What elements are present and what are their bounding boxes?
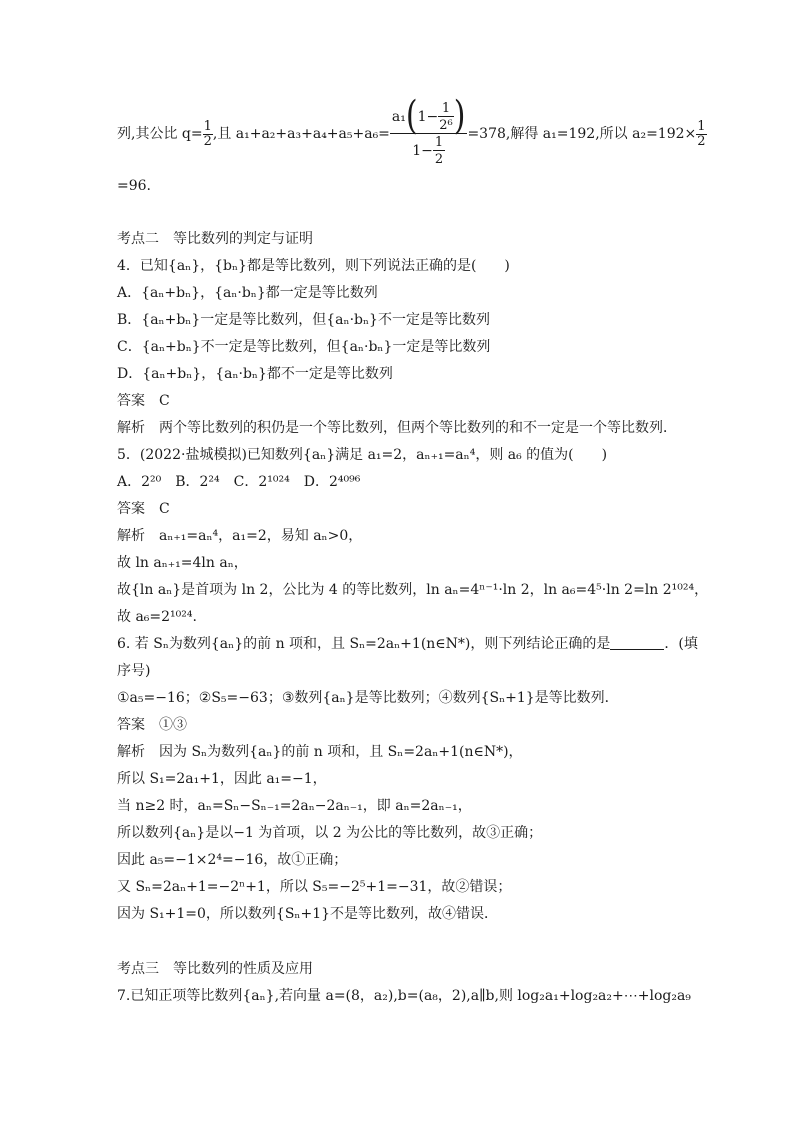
end-fraction: $\frac{1}{2}$ (697, 118, 706, 149)
q6-analysis-6: 又 Sₙ=2aₙ+1=−2ⁿ+1，所以 S₅=−2⁵+1=−31，故②错误； (117, 879, 512, 895)
q6-analysis-2: 所以 S₁=2a₁+1，因此 a₁=−1， (117, 771, 327, 787)
right-paren: ) (453, 93, 466, 140)
q5-analysis-1: 解析 aₙ₊₁=aₙ⁴，a₁=2，易知 aₙ>0， (117, 528, 363, 544)
formula-text-mid: ,且 a₁+a₂+a₃+a₄+a₅+a₆= (212, 126, 390, 142)
q5-stem: 5．(2022·盐城模拟)已知数列{aₙ}满足 a₁=2，aₙ₊₁=aₙ⁴，则 a₆ 的值为( ) (117, 447, 608, 463)
q6-stem-end: ．(填 (664, 636, 698, 652)
q6-stem-line1 (117, 634, 698, 654)
formula-text-before: 列,其公比 q= (117, 126, 203, 142)
q6-analysis-5: 因此 a₅=−1×2⁴=−16，故①正确； (117, 852, 348, 868)
q5-analysis-4: 故 a₆=2¹⁰²⁴. (117, 609, 197, 625)
q4-stem: 4．已知{aₙ}，{bₙ}都是等比数列，则下列说法正确的是( ) (117, 258, 510, 274)
q6-analysis-1: 解析 因为 Sₙ为数列{aₙ}的前 n 项和，且 Sₙ=2aₙ+1(n∈N*)， (117, 744, 523, 760)
q5-answer: 答案 C (117, 501, 170, 517)
q5-options: A．2²⁰ B．2²⁴ C．2¹⁰²⁴ D．2⁴⁰⁹⁶ (117, 474, 361, 490)
q4-option-c: C．{aₙ+bₙ}不一定是等比数列，但{aₙ·bₙ}一定是等比数列 (117, 339, 491, 355)
q6-answer: 答案 ①③ (117, 717, 187, 733)
formula-result: =96. (117, 178, 151, 194)
q5-analysis-2: 故 ln aₙ₊₁=4ln aₙ， (117, 555, 248, 571)
sum-fraction (390, 93, 468, 167)
q4-option-d: D．{aₙ+bₙ}，{aₙ·bₙ}都不一定是等比数列 (117, 366, 393, 382)
q6-choices: ①a₅=−16；②S₅=−63；③数列{aₙ}是等比数列；④数列{Sₙ+1}是等比数列． (117, 690, 619, 706)
q4-option-a: A．{aₙ+bₙ}，{aₙ·bₙ}都一定是等比数列 (117, 285, 378, 301)
sum-denominator: 1− $\frac{1}{2}$ (412, 134, 444, 167)
q5-analysis-3: 故{ln aₙ}是首项为 ln 2，公比为 4 的等比数列，ln aₙ=4ⁿ⁻¹·ln 2，ln a₆=4⁵·ln 2=ln 2¹⁰²⁴， (117, 582, 709, 598)
denominator-fraction: $\frac{1}{2}$ (434, 134, 444, 167)
ratio-fraction: $\frac{1}{2}$ (203, 118, 212, 149)
section-heading-2: 考点二 等比数列的判定与证明 (117, 231, 313, 247)
formula-text-after: =378,解得 a₁=192,所以 a₂=192× (467, 126, 697, 142)
formula-line (117, 93, 707, 172)
q6-analysis-4: 所以数列{aₙ}是以−1 为首项，以 2 为公比的等比数列，故③正确； (117, 825, 543, 841)
q6-stem-text: 6. 若 Sₙ为数列{aₙ}的前 n 项和，且 Sₙ=2aₙ+1(n∈N*)，则下列结论正确的是 (117, 636, 611, 652)
q6-analysis-3: 当 n≥2 时，aₙ=Sₙ−Sₙ₋₁=2aₙ−2aₙ₋₁，即 aₙ=2aₙ₋₁， (117, 798, 472, 814)
q4-analysis: 解析 两个等比数列的积仍是一个等比数列，但两个等比数列的和不一定是一个等比数列． (117, 420, 677, 436)
q4-option-b: B．{aₙ+bₙ}一定是等比数列，但{aₙ·bₙ}不一定是等比数列 (117, 312, 490, 328)
q6-analysis-7: 因为 S₁+1=0，所以数列{Sₙ+1}不是等比数列，故④错误． (117, 906, 499, 922)
inner-fraction: $\frac{1}{\text{2⁶}}$ (439, 100, 453, 133)
sum-numerator: a₁ ( 1− $\frac{1}{\text{2⁶}}$ ) (391, 93, 466, 140)
section-heading-3: 考点三 等比数列的性质及应用 (117, 961, 313, 977)
q4-answer: 答案 C (117, 393, 170, 409)
answer-blank (610, 635, 664, 650)
left-paren: ( (405, 93, 418, 140)
q7-stem: 7.已知正项等比数列{aₙ},若向量 a=(8，a₂),b=(a₈，2),a∥b,则 log₂a₁+log₂a₂+⋯+log₂a₉ (117, 988, 691, 1004)
q6-stem-line2: 序号) (117, 663, 151, 679)
